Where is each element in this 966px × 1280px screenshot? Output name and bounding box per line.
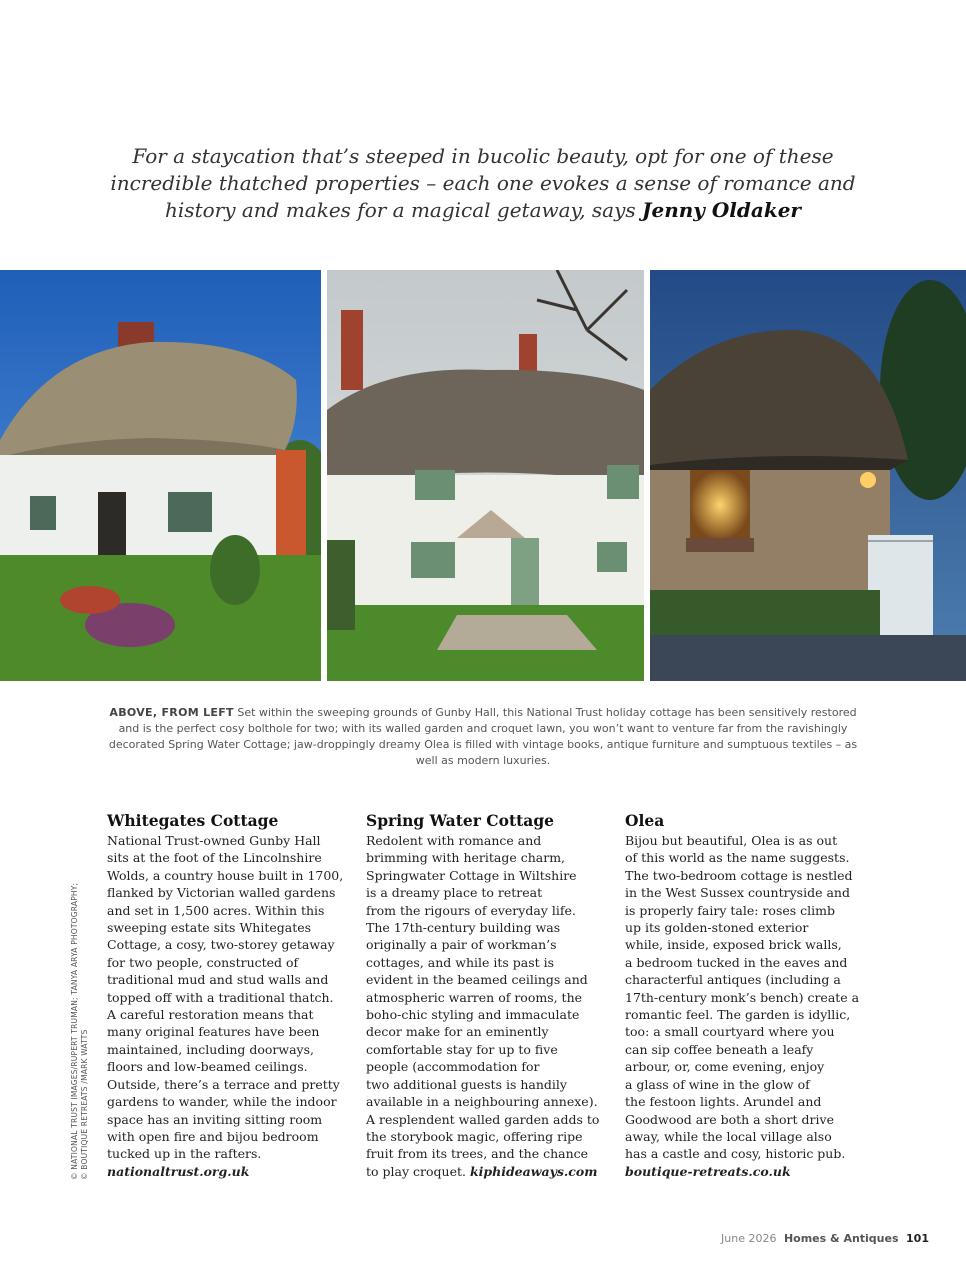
article-title: Spring Water Cottage <box>366 811 555 830</box>
body-line: A careful restoration means that <box>107 1007 314 1023</box>
body-line: The two-bedroom cottage is nestled <box>625 867 853 883</box>
body-line: has a castle and cosy, historic pub. <box>625 1146 846 1162</box>
body-line: Cottage, a cosy, two-storey getaway <box>107 937 335 953</box>
photo-credit-line: © BOUTIQUE RETREATS /MARK WATTS <box>80 1029 89 1180</box>
article-title: Olea <box>625 811 665 830</box>
body-line: away, while the local village also <box>625 1128 832 1144</box>
body-line: comfortable stay for up to five <box>366 1041 558 1057</box>
body-line: a bedroom tucked in the eaves and <box>625 954 848 970</box>
body-line: maintained, including doorways, <box>107 1041 314 1057</box>
body-line: The 17th-century building was <box>366 920 561 936</box>
photo-olea <box>650 270 966 681</box>
body-line: the storybook magic, offering ripe <box>366 1128 583 1144</box>
photo-spring-water-cottage <box>327 270 644 681</box>
body-line: traditional mud and stud walls and <box>107 972 329 988</box>
body-line: is properly fairy tale: roses climb <box>625 902 835 918</box>
body-line: with open fire and bijou bedroom <box>107 1128 319 1144</box>
article-whitegates-cottage <box>107 810 345 1180</box>
body-line: topped off with a traditional thatch. <box>107 989 334 1005</box>
body-line-last <box>625 1163 863 1180</box>
body-line: Springwater Cottage in Wiltshire <box>366 867 577 883</box>
body-line: is a dreamy place to retreat <box>366 885 543 901</box>
body-line: boho-chic styling and immaculate <box>366 1007 580 1023</box>
standfirst-line <box>110 197 856 224</box>
body-line: space has an inviting sitting room <box>107 1111 323 1127</box>
body-line: floors and low-beamed ceilings. <box>107 1059 308 1075</box>
magazine-name: Homes & Antiques <box>783 1232 899 1245</box>
body-line: two additional guests is handily <box>366 1076 567 1092</box>
article-spring-water-cottage <box>366 810 604 1180</box>
body-line: originally a pair of workman’s <box>366 937 557 953</box>
body-line: fruit from its trees, and the chance <box>366 1146 589 1162</box>
body-line: Bijou but beautiful, Olea is as out <box>625 833 838 848</box>
article-link[interactable]: kiphideaways.com <box>469 1163 598 1179</box>
author-name: Jenny Oldaker <box>642 198 801 222</box>
body-line: Outside, there’s a terrace and pretty <box>107 1076 340 1092</box>
body-line: flanked by Victorian walled gardens <box>107 885 336 901</box>
body-line: sits at the foot of the Lincolnshire <box>107 850 322 866</box>
body-line: gardens to wander, while the indoor <box>107 1094 337 1110</box>
body-line-last <box>366 1163 604 1180</box>
standfirst-line: For a staycation that’s steeped in bucolic beauty, opt for one of these <box>132 144 834 168</box>
spring-water-cottage-image <box>327 270 644 681</box>
standfirst-line: incredible thatched properties – each one evokes a sense of romance and <box>110 171 856 195</box>
body-line: cottages, and while its past is <box>366 954 555 970</box>
body-line: Wolds, a country house built in 1700, <box>107 867 344 883</box>
article-link[interactable]: nationaltrust.org.uk <box>107 1163 250 1179</box>
body-line: sweeping estate sits Whitegates <box>107 920 312 936</box>
body-line: evident in the beamed ceilings and <box>366 972 588 988</box>
caption-lead: ABOVE, FROM LEFT <box>109 706 234 719</box>
body-line: of this world as the name suggests. <box>625 850 850 866</box>
body-line: can sip coffee beneath a leafy <box>625 1041 814 1057</box>
caption-text: Set within the sweeping grounds of Gunby Hall, this National Trust holiday cottage has been sensitively restored and is the perfect cosy bolthole for two; with its walled garden and croquet lawn, you won’t want to venture far from the ravishingly decorated Spring Water Cottage; jaw-droppingly dreamy Olea is filled with vintage books, antique furniture and sumptuous textiles – as well as modern luxuries. <box>108 706 858 767</box>
page-number: 101 <box>906 1232 929 1245</box>
standfirst <box>110 143 856 224</box>
olea-image <box>650 270 966 681</box>
body-line: National Trust-owned Gunby Hall <box>107 833 321 848</box>
body-line: brimming with heritage charm, <box>366 850 566 866</box>
standfirst-line-text: history and makes for a magical getaway, says <box>165 198 636 222</box>
body-line: from the rigours of everyday life. <box>366 902 576 918</box>
body-line: decor make for an eminently <box>366 1024 549 1040</box>
body-line: A resplendent walled garden adds to <box>366 1111 600 1127</box>
body-line: while, inside, exposed brick walls, <box>625 937 842 953</box>
body-line: many original features have been <box>107 1024 320 1040</box>
body-line: a glass of wine in the glow of <box>625 1076 810 1092</box>
issue-date: June 2026 <box>721 1232 777 1245</box>
photo-credit <box>70 860 90 1180</box>
article-olea <box>625 810 863 1180</box>
body-line: Goodwood are both a short drive <box>625 1111 834 1127</box>
body-line: too: a small courtyard where you <box>625 1024 835 1040</box>
body-line: 17th-century monk’s bench) create a <box>625 989 860 1005</box>
photo-whitegates-cottage <box>0 270 321 681</box>
body-line: Redolent with romance and <box>366 833 542 848</box>
photo-credit-line: © NATIONAL TRUST IMAGES/RUPERT TRUMAN; TANYA ARYA PHOTOGRAPHY; <box>70 882 79 1180</box>
body-line: atmospheric warren of rooms, the <box>366 989 583 1005</box>
body-line: and set in 1,500 acres. Within this <box>107 902 325 918</box>
body-line: romantic feel. The garden is idyllic, <box>625 1007 851 1023</box>
body-line: tucked up in the rafters. <box>107 1146 262 1162</box>
page-folio <box>721 1232 929 1245</box>
whitegates-cottage-image <box>0 270 321 681</box>
body-line: for two people, constructed of <box>107 954 299 970</box>
article-link[interactable]: boutique-retreats.co.uk <box>625 1163 791 1179</box>
body-line-tail: to play croquet. <box>366 1163 466 1179</box>
photo-caption <box>108 705 858 769</box>
body-line: people (accommodation for <box>366 1059 540 1075</box>
body-line: available in a neighbouring annexe). <box>366 1094 598 1110</box>
body-line: characterful antiques (including a <box>625 972 841 988</box>
article-title: Whitegates Cottage <box>107 811 279 830</box>
body-line: in the West Sussex countryside and <box>625 885 850 901</box>
body-line: arbour, or, come evening, enjoy <box>625 1059 825 1075</box>
body-line: up its golden-stoned exterior <box>625 920 809 936</box>
body-line: the festoon lights. Arundel and <box>625 1094 822 1110</box>
body-line-last <box>107 1163 345 1180</box>
